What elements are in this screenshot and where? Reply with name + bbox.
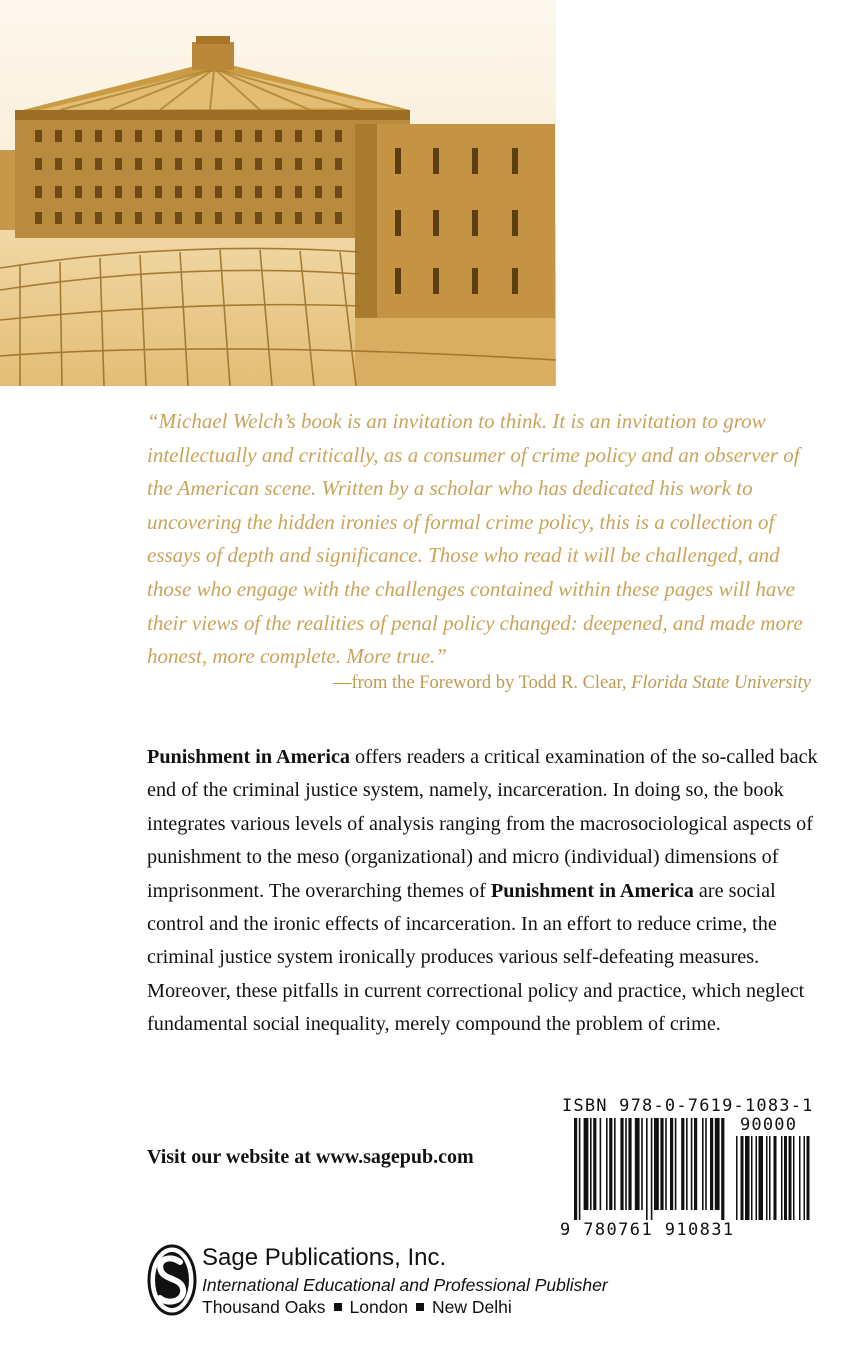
isbn-barcode: [560, 1096, 812, 1242]
price-code: 90000: [740, 1115, 798, 1135]
barcode-bar: [651, 1118, 653, 1220]
barcode-addon-bar: [751, 1136, 753, 1220]
barcode-bar: [702, 1118, 704, 1210]
barcode-bar: [646, 1118, 648, 1220]
barcode-addon-bar: [759, 1136, 764, 1220]
barcode-addon-bar: [769, 1136, 771, 1220]
barcode-bar: [579, 1118, 581, 1220]
barcode-addon-bar: [774, 1136, 777, 1220]
barcode-bar: [574, 1118, 577, 1220]
barcode-bar: [721, 1118, 724, 1220]
barcode-bar: [584, 1118, 589, 1210]
description-text-part: are social control and the ironic effects of incarceration. In an effort to reduce crime, the criminal justice system ironically produces various self-defeating measures. Moreover, these pitfalls in current correctional policy and practice, which neglect fundamental social inequality, merely compound the problem of crime.: [147, 879, 805, 1036]
barcode-bar: [635, 1118, 640, 1210]
book-description: [147, 741, 822, 1042]
barcode-bar: [590, 1118, 592, 1210]
barcode-addon-bar: [741, 1136, 744, 1220]
bullet-square-icon: [334, 1303, 342, 1311]
barcode-bar: [654, 1118, 659, 1210]
barcode-addon-bar: [781, 1136, 783, 1220]
barcode-bar: [614, 1118, 616, 1210]
publisher-cities: [202, 1297, 512, 1318]
barcode-bar: [675, 1118, 677, 1210]
attribution-affiliation: Florida State University: [631, 673, 811, 693]
city: New Delhi: [431, 1297, 512, 1317]
barcode-bar: [625, 1118, 627, 1210]
barcode-bar: [620, 1118, 623, 1210]
barcode-addon-bar: [766, 1136, 768, 1220]
barcode-bar: [641, 1118, 643, 1210]
endorsement-quote: “Michael Welch’s book is an invitation to think. It is an invitation to grow intellectually and critically, as a consumer of crime policy and an observer of the American scene. Written by a scholar who has dedicated his work to uncovering the hidden ironies of formal crime policy, this is a collection of essays of depth and significance. Those who read it will be challenged, and those who engage with the challenges contained within these pages will have their views of the realities of penal policy changed: deepened, and made more honest, more complete. More true.”: [147, 409, 803, 669]
city: London: [349, 1297, 408, 1317]
barcode-addon-bar: [804, 1136, 806, 1220]
ean-digits: 9 780761 910831: [560, 1220, 735, 1240]
bullet-square-icon: [416, 1303, 424, 1311]
barcode-bar: [681, 1118, 684, 1210]
barcode-bar: [691, 1118, 693, 1210]
book-title-mention: Punishment in America: [147, 746, 350, 768]
barcode-bar: [694, 1118, 697, 1210]
barcode-bar: [628, 1118, 631, 1210]
quote-attribution: [333, 673, 811, 694]
barcode-bar: [705, 1118, 707, 1210]
barcode-addon-bar: [793, 1136, 795, 1220]
publisher-tagline: International Educational and Professional Publisher: [202, 1275, 608, 1295]
barcode-addon-bar: [799, 1136, 801, 1220]
barcode-bar: [670, 1118, 673, 1210]
barcode-bar: [715, 1118, 720, 1210]
isbn-number: ISBN 978-0-7619-1083-1: [562, 1096, 814, 1116]
website-link[interactable]: Visit our website at www.sagepub.com: [147, 1146, 474, 1168]
barcode-bar: [665, 1118, 667, 1210]
barcode-addon-bar: [756, 1136, 758, 1220]
city: Thousand Oaks: [202, 1297, 326, 1317]
barcode-addon-bar: [807, 1136, 810, 1220]
barcode-addon-bar: [745, 1136, 750, 1220]
barcode-bar: [606, 1118, 608, 1210]
barcode-bar: [600, 1118, 602, 1210]
barcode-bar: [686, 1118, 688, 1210]
prison-building-photo: [0, 0, 556, 386]
barcode-bar: [660, 1118, 663, 1210]
barcode-addon-bar: [789, 1136, 792, 1220]
sage-s-logo-icon: [147, 1244, 197, 1316]
book-title-mention: Punishment in America: [490, 879, 694, 902]
attribution-source: —from the Foreword by Todd R. Clear,: [332, 673, 632, 693]
barcode-addon-bar: [784, 1136, 787, 1220]
publisher-name: Sage Publications, Inc.: [202, 1244, 447, 1271]
prison-building-photo-icon: [0, 0, 556, 386]
barcode-bar: [593, 1118, 596, 1210]
description-text-part: offers readers a critical examination of the so-called back end of the criminal justice system, namely, incarceration. In doing so, the book integrates various levels of analysis ranging from the macrosociological aspects of punishment to the meso (organizational) and micro (individual) dimensions of imprisonment. The overarching themes of: [147, 746, 818, 902]
barcode-bar: [609, 1118, 612, 1210]
barcode-bar: [710, 1118, 713, 1210]
barcode-addon-bar: [736, 1136, 738, 1220]
